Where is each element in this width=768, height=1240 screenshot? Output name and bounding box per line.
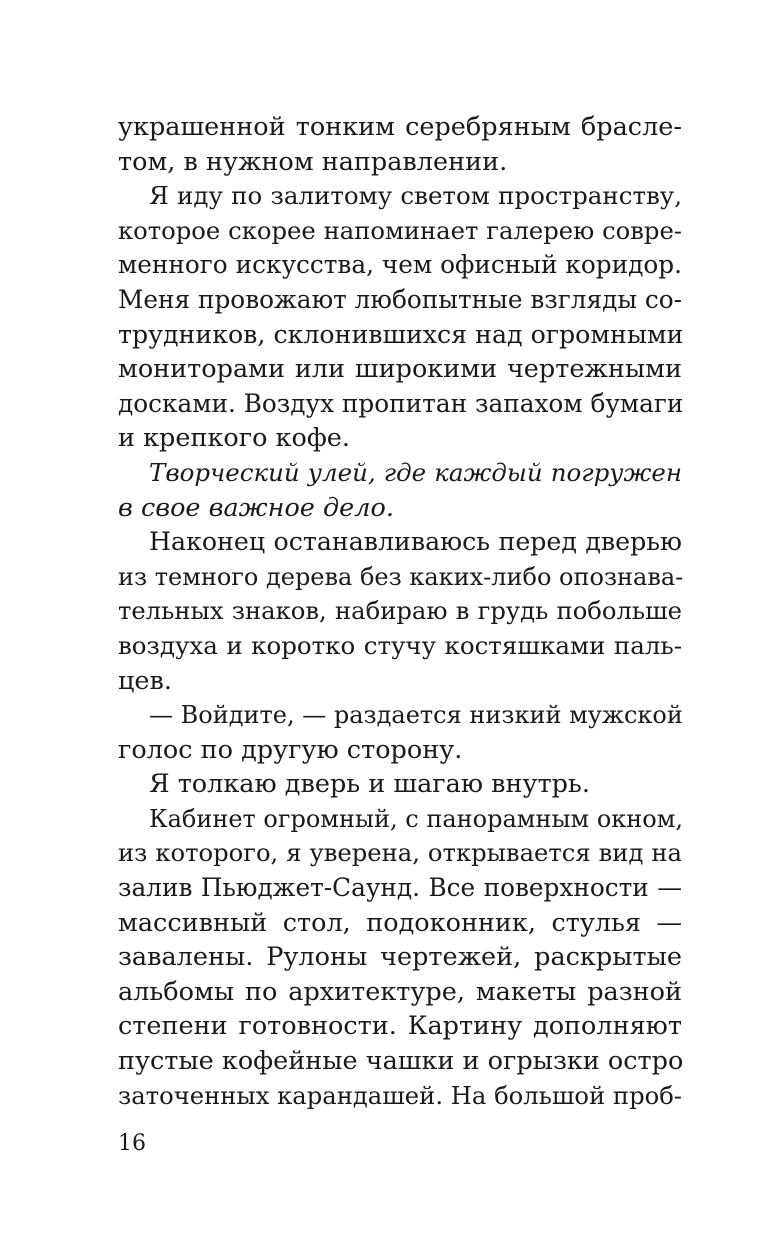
text-line: том, в нужном направлении. — [118, 146, 508, 177]
page-number: 16 — [118, 1131, 146, 1156]
text-line: Меня провожают любопытные взгляды со- — [118, 284, 683, 314]
text-line: Я иду по залитому светом пространству, — [149, 181, 682, 211]
text-line: альбомы по архитектуре, макеты разной — [118, 976, 682, 1007]
text-line: пустые кофейные чашки и огрызки остро — [118, 1046, 684, 1077]
text-line: из темного дерева без каких-либо опознава- — [118, 562, 684, 591]
text-line: заточенных карандашей. На большой проб- — [118, 1080, 682, 1110]
text-line: залив Пьюджет-Саунд. Все поверхности — — [118, 873, 682, 903]
text-line: голос по другую сторону. — [118, 734, 463, 765]
text-line: тельных знаков, набираю в грудь побольше — [118, 596, 682, 626]
text-line: степени готовности. Картину дополняют — [118, 1011, 682, 1042]
text-line: в свое важное дело. — [118, 492, 394, 523]
text-line: воздуха и коротко стучу костяшками паль- — [118, 630, 682, 660]
text-line: мониторами или широкими чертежными — [118, 354, 682, 385]
text-line: украшенной тонким серебряным брасле- — [118, 112, 682, 142]
text-line: из которого, я уверена, открывается вид на — [118, 838, 682, 868]
text-line: Творческий улей, где каждый погружен — [149, 457, 682, 487]
text-line: Наконец останавливаюсь перед дверью — [149, 527, 682, 557]
text-line: менного искусства, чем офисный коридор. — [118, 250, 682, 280]
text-line: массивный стол, подоконник, стулья — — [118, 907, 682, 938]
text-line: — Войдите, — раздается низкий мужской — [149, 701, 683, 730]
text-line: трудников, склонившихся над огромными — [118, 319, 684, 349]
text-line: Я толкаю дверь и шагаю внутрь. — [149, 769, 590, 800]
text-line: которое скорее напоминает галерею совре- — [118, 215, 682, 245]
text-line: Кабинет огромный, с панорамным окном, — [149, 804, 684, 833]
body-text — [118, 110, 682, 1113]
text-line: завалены. Рулоны чертежей, раскрытые — [118, 942, 682, 973]
text-line: цев. — [118, 665, 172, 696]
text-line: и крепкого кофе. — [118, 423, 351, 454]
text-line: досками. Воздух пропитан запахом бумаги — [118, 388, 684, 418]
